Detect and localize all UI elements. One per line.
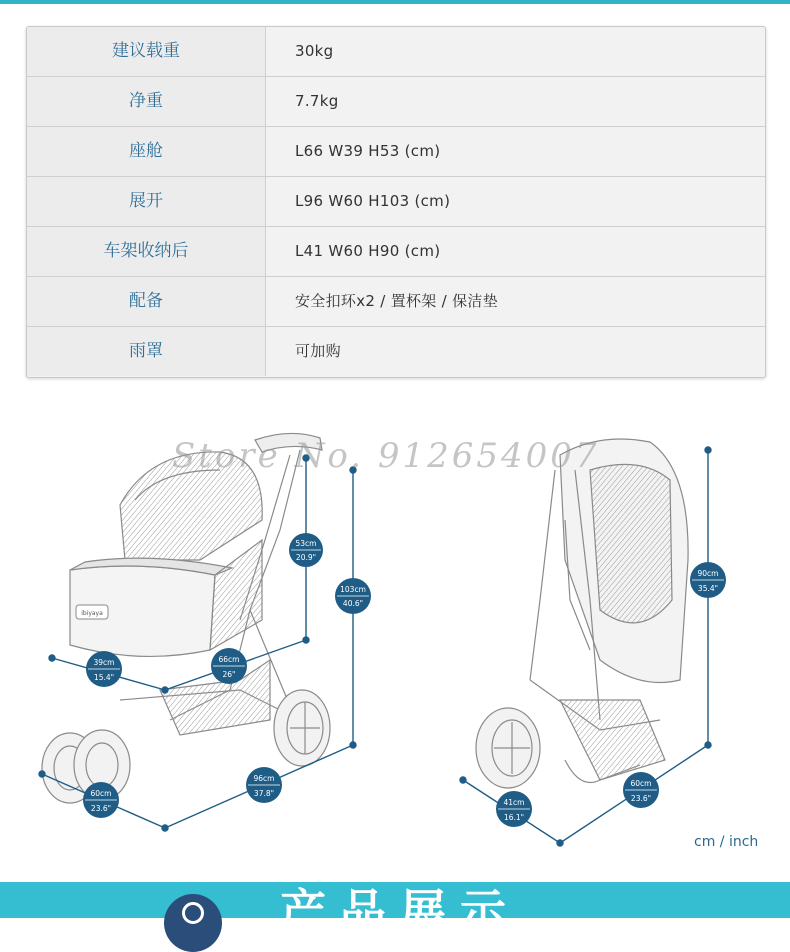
badge-cm-text: 60cm — [90, 789, 112, 798]
spec-label: 车架收纳后 — [27, 227, 266, 276]
spec-value: 30kg — [295, 42, 334, 60]
badge-folded-length — [496, 791, 532, 827]
spec-row — [27, 126, 765, 176]
badge-cabin-length — [211, 648, 247, 684]
badge-inch-text: 26" — [222, 670, 236, 679]
banner-title: 产品展示 — [280, 884, 520, 938]
badge-total-width — [83, 782, 119, 818]
unit-note: cm / inch — [694, 834, 759, 850]
badge-inch-text: 16.1" — [503, 813, 525, 822]
folded-stroller-drawing — [476, 439, 688, 788]
badge-inch-text: 23.6" — [630, 794, 652, 803]
spec-label: 净重 — [27, 77, 266, 126]
badge-cabin-height — [289, 533, 323, 567]
spec-label: 配备 — [27, 277, 266, 326]
badge-inch-text: 37.8" — [253, 789, 275, 798]
badge-inch-text: 40.6" — [342, 599, 364, 608]
section-banner — [0, 882, 790, 938]
brand-logo-text: ibiyaya — [81, 610, 103, 617]
badge-cm-text: 53cm — [295, 539, 317, 548]
badge-inch-text: 35.4" — [697, 584, 719, 593]
spec-value: L96 W60 H103 (cm) — [295, 192, 451, 210]
badge-cm-text: 90cm — [697, 569, 719, 578]
badge-folded-width — [623, 772, 659, 808]
person-icon — [182, 902, 204, 924]
badge-inch-text: 15.4" — [93, 673, 115, 682]
spec-row — [27, 226, 765, 276]
badge-cm-text: 60cm — [630, 779, 652, 788]
product-icon — [164, 894, 222, 952]
spec-row — [27, 326, 765, 376]
spec-value: 7.7kg — [295, 92, 339, 110]
spec-value: 可加购 — [295, 342, 341, 360]
badge-folded-height — [690, 562, 726, 598]
spec-value: L66 W39 H53 (cm) — [295, 142, 441, 160]
spec-label: 座舱 — [27, 127, 266, 176]
badge-total-height — [335, 578, 371, 614]
spec-value: 安全扣环x2 / 置杯架 / 保洁垫 — [295, 292, 499, 310]
store-watermark: Store No. 912654007 — [172, 436, 600, 476]
spec-label: 建议载重 — [27, 27, 266, 76]
badge-cm-text: 66cm — [218, 655, 240, 664]
badge-cabin-width — [86, 651, 122, 687]
top-accent-line — [0, 0, 790, 4]
badge-cm-text: 103cm — [340, 585, 366, 594]
spec-row — [27, 27, 765, 76]
spec-row — [27, 76, 765, 126]
badge-cm-text: 96cm — [253, 774, 275, 783]
spec-label: 雨罩 — [27, 327, 266, 376]
spec-table — [26, 26, 766, 378]
spec-label: 展开 — [27, 177, 266, 226]
badge-total-length — [246, 767, 282, 803]
spec-row — [27, 176, 765, 226]
badge-cm-text: 39cm — [93, 658, 115, 667]
spec-value: L41 W60 H90 (cm) — [295, 242, 441, 260]
badge-cm-text: 41cm — [503, 798, 525, 807]
badge-inch-text: 23.6" — [90, 804, 112, 813]
badge-inch-text: 20.9" — [295, 553, 317, 562]
spec-row — [27, 276, 765, 326]
